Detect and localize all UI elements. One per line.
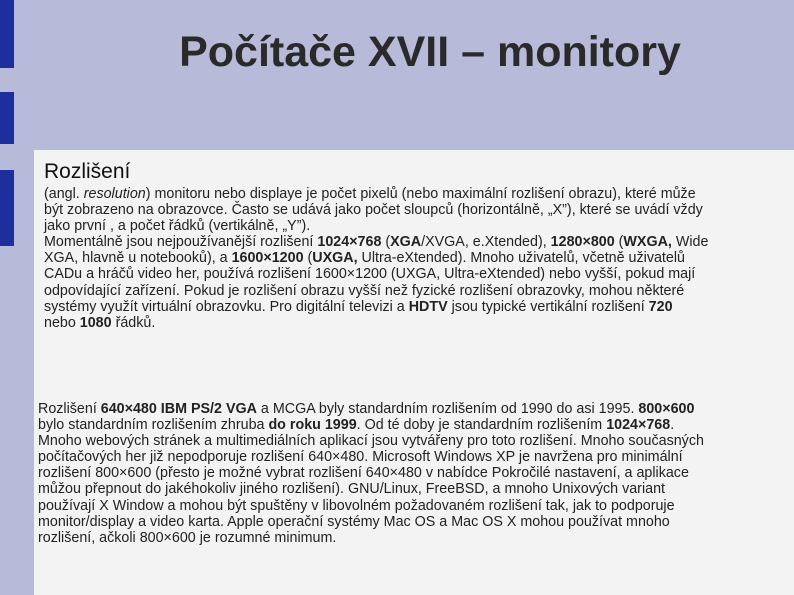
resolution-definition-paragraph [44, 186, 786, 331]
slide-title: Počítače XVII – monitory [179, 28, 681, 76]
text-run: XGA, hlavně u notebooků), a [44, 250, 232, 267]
text-run: systémy využít virtuální obrazovku. Pro digitální televizi a [44, 298, 409, 315]
paragraph-line [44, 250, 786, 266]
italic-text: resolution [83, 186, 146, 202]
text-run: odpovídající zařízení. Pokud je rozlišení obrazu vyšší než fyzické rozlišení obrazovky, mohou některé [44, 282, 685, 299]
paragraph-line [38, 481, 786, 497]
bold-text: do roku 1999 [268, 417, 357, 434]
accent-bar-middle [0, 92, 14, 144]
content-panel [34, 150, 794, 595]
paragraph-line [38, 417, 786, 433]
text-run: . Od té doby je standardním rozlišením [356, 417, 607, 434]
paragraph-line [44, 186, 786, 202]
text-run: Ultra-eXtended). Mnoho uživatelů, včetně uživatelů [357, 250, 685, 267]
bold-text: 800×600 [638, 401, 695, 417]
text-run: ( [303, 250, 313, 267]
text-run: ( [614, 234, 624, 251]
text-run: používají X Window a mohou být spuštěny v libovolném požadovaném rozlišení tak, jak to podporuje [38, 497, 675, 514]
paragraph-line [38, 449, 786, 465]
paragraph-line [38, 514, 786, 530]
bold-text: 1024×768 [317, 234, 382, 251]
text-run: (angl. [44, 186, 84, 202]
paragraph-line [38, 465, 786, 481]
paragraph-line [38, 498, 786, 514]
text-run: jsou typické vertikální rozlišení [447, 298, 649, 315]
text-run: a MCGA byly standardním rozlišením od 1990 do asi 1995. [256, 401, 639, 417]
paragraph-line [44, 266, 786, 282]
bold-text: 1280×800 [550, 234, 615, 251]
text-run: CADu a hráčů video her, používá rozlišení 1600×1200 (UXGA, Ultra-eXtended) nebo vyšší, pokud mají [44, 266, 696, 283]
text-run: jako první , a počet řádků (vertikálně, „Y”). [44, 218, 311, 235]
paragraph-line [38, 530, 786, 546]
section-heading: Rozlišení [44, 160, 131, 183]
text-run: bylo standardním rozlišením zhruba [38, 417, 269, 434]
bold-text: 1024×768 [606, 417, 671, 434]
text-run: Momentálně jsou nejpoužívanější rozlišení [44, 234, 318, 251]
paragraph-line [44, 299, 786, 315]
bold-text: 640×480 IBM PS/2 VGA [100, 401, 257, 417]
resolution-history-paragraph [38, 401, 786, 546]
text-run: můžou přepnout do jakéhokoliv jiného rozlišení). GNU/Linux, FreeBSD, a mnoho Unixových variant [38, 481, 665, 498]
text-run: počítačových her již nepodporuje rozlišení 640×480. Microsoft Windows XP je navržena pro minimální [38, 449, 683, 466]
text-run: nebo [44, 314, 80, 331]
text-run: řádků. [111, 314, 156, 331]
text-run: Rozlišení [38, 401, 101, 417]
paragraph-line [44, 218, 786, 234]
bold-text: HDTV [408, 298, 448, 315]
text-run: Wide [671, 234, 709, 251]
paragraph-line [38, 401, 786, 417]
bold-text: 1600×1200 [231, 250, 304, 267]
text-run: ) monitoru nebo displaye je počet pixelů (nebo maximální rozlišení obrazu), které může [145, 186, 696, 202]
text-run: rozlišení, ačkoli 800×600 je rozumné minimum. [38, 529, 337, 546]
text-run: rozlišení 800×600 (přesto je možné vybrat rozlišení 640×480 v nabídce Pokročilé nastavení, a aplikace [38, 465, 689, 482]
bold-text: WXGA, [623, 234, 672, 251]
bold-text: 1080 [79, 314, 112, 331]
bold-text: 720 [648, 298, 673, 315]
paragraph-line [44, 202, 786, 218]
bold-text: XGA [390, 234, 422, 251]
text-run: Mnoho webových stránek a multimediálních aplikací jsou vytvářeny pro toto rozlišení. Mnoho současných [38, 433, 704, 450]
text-run: ( [381, 234, 391, 251]
accent-bar-lower [0, 170, 14, 246]
paragraph-line [44, 234, 786, 250]
text-run: monitor/display a video karta. Apple operační systémy Mac OS a Mac OS X mohou používat mnoho [38, 513, 670, 530]
paragraph-line [44, 315, 786, 331]
paragraph-line [38, 433, 786, 449]
paragraph-line [44, 283, 786, 299]
text-run: . [670, 417, 675, 434]
text-run: být zobrazeno na obrazovce. Často se udává jako počet sloupců (horizontálně, „X”), které se uvádí vždy [44, 202, 703, 219]
bold-text: UXGA, [312, 250, 358, 267]
text-run: /XVGA, e.Xtended), [421, 234, 551, 251]
